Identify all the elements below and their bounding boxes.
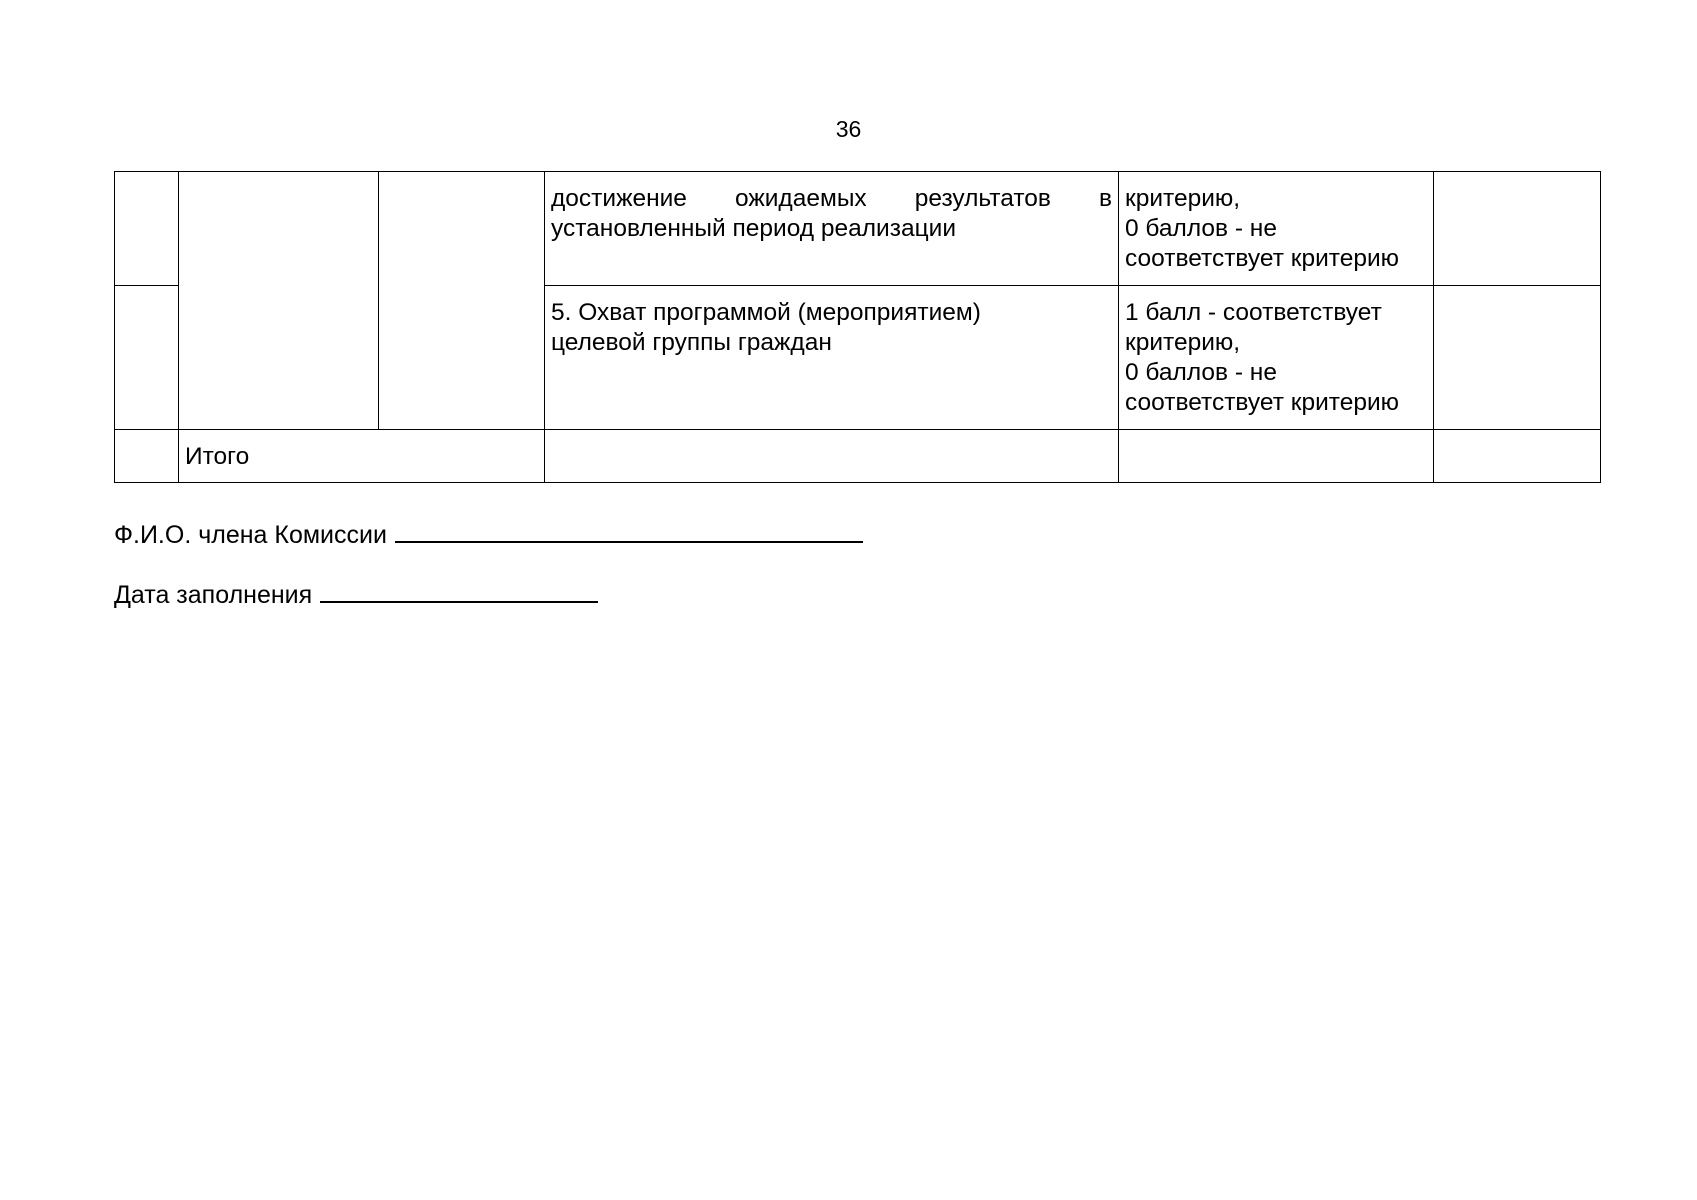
member-name-line [114, 515, 863, 550]
points-cell [1434, 430, 1601, 483]
number-cell [115, 430, 179, 483]
score-line: соответствует критерию [1125, 245, 1400, 272]
criteria-table [114, 171, 1601, 483]
score-cell [1119, 430, 1434, 483]
score-line: критерию, [1125, 329, 1241, 356]
criterion-cell [545, 430, 1119, 483]
member-name-label: Ф.И.О. члена Комиссии [114, 521, 387, 549]
score-line: 0 баллов - не [1125, 359, 1277, 386]
criterion-line: целевой группы граждан [551, 329, 832, 356]
fill-date-blank[interactable] [320, 575, 598, 603]
program-info-cell [379, 172, 545, 430]
number-cell [115, 286, 179, 430]
score-line: 0 баллов - не [1125, 215, 1277, 242]
score-cell [1119, 172, 1434, 286]
score-line: 1 балл - соответствует [1125, 299, 1382, 326]
total-label: Итого [179, 430, 545, 483]
score-cell [1119, 286, 1434, 430]
table-row [115, 172, 1601, 286]
fill-date-line [114, 575, 598, 610]
score-line: соответствует критерию [1125, 389, 1400, 416]
criterion-text: достижение ожидаемых результатов в установленный период реализации [551, 185, 1112, 242]
page-number: 36 [835, 116, 862, 142]
program-name-cell [179, 172, 379, 430]
score-line: критерию, [1125, 185, 1241, 212]
criterion-cell [545, 286, 1119, 430]
member-name-blank[interactable] [395, 515, 863, 543]
points-cell [1434, 172, 1601, 286]
criterion-cell [545, 172, 1119, 286]
number-cell [115, 172, 179, 286]
points-cell [1434, 286, 1601, 430]
total-row [115, 430, 1601, 483]
criterion-line: 5. Охват программой (мероприятием) [551, 299, 981, 326]
fill-date-label: Дата заполнения [114, 581, 313, 609]
